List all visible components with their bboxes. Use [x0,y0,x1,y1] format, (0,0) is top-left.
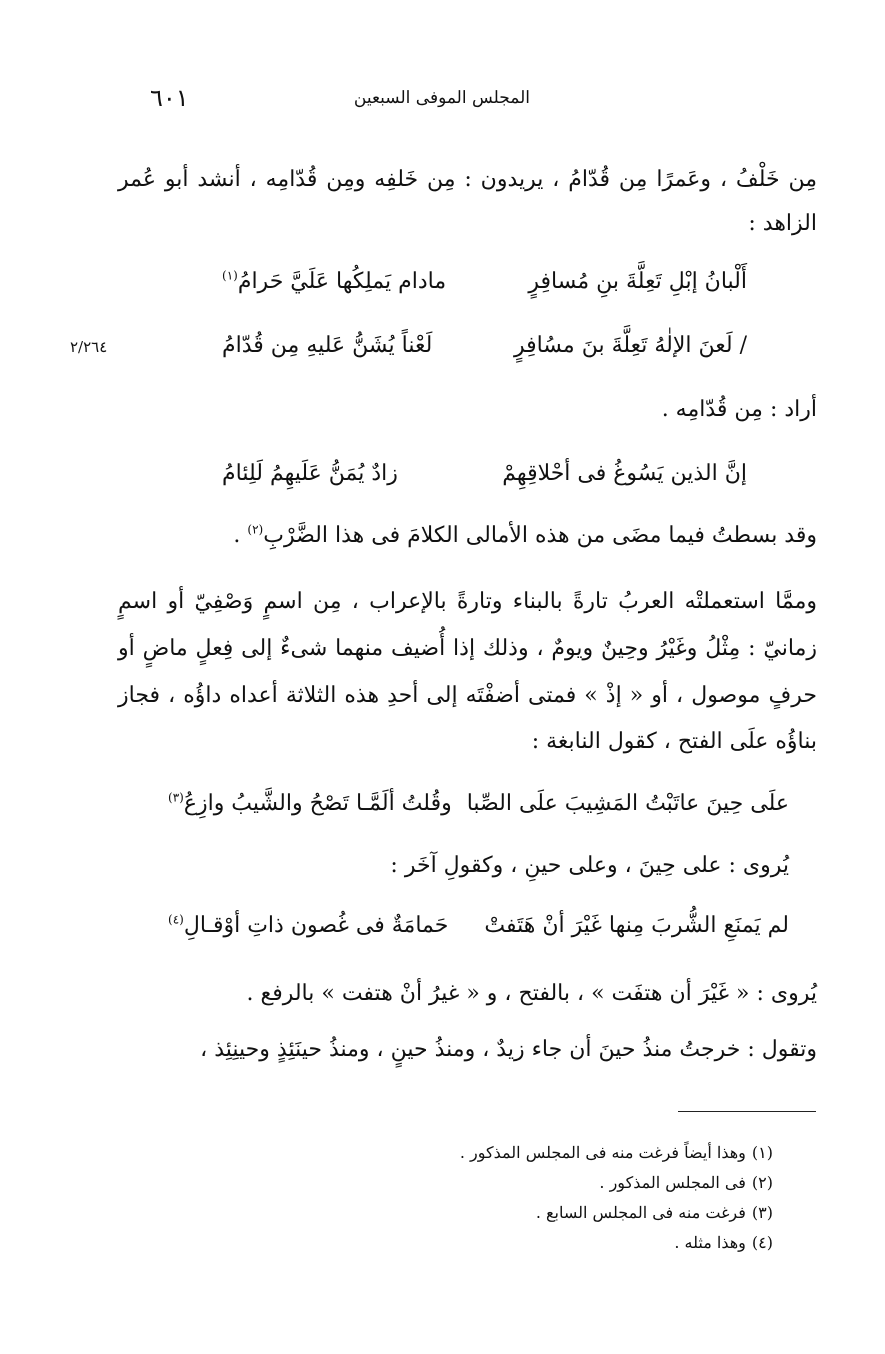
text-segment: . [233,523,248,548]
verse-hemistich-second: زادٌ يُمَنُّ عَلَيهِمُ لَلِئامُ [222,461,398,486]
text-segment: وقد بسطتُ فيما مضَى من هذه الأمالى الكلامَ فى هذا الضَّرْبِ [263,523,817,548]
verse-hemistich-first: / لَعنَ الإلٰهُ تَعِلَّةَ بنَ مسُافِرٍ [513,333,747,358]
verse-text: حَمامَةٌ فى غُصون ذاتِ أوْقـالِ [183,913,449,938]
footnote-ref: (٢) [247,522,264,537]
running-title: المجلس الموفى السبعين [353,88,530,108]
text-line: أراد : مِن قُدّامِه . [661,397,817,422]
text-line: يُروى : « غَيْرَ أن هتفَت » ، بالفتح ، و « غيرُ أنْ هتفت » بالرفع . [246,981,817,1006]
text-line: زمانيّ : مِثْلُ وغَيْرُ وحِينٌ ويومٌ ، وذلك إذا أُضيف منهما شىءٌ إلى فِعلٍ ماضٍ أو [118,636,817,661]
verse-hemistich-first: إنَّ الذين يَسُوغُ فى أحْلاقِهِمْ [502,461,747,486]
footnote [599,1170,773,1196]
footnote [674,1230,773,1256]
text-line: يُروى : على حِينَ ، وعلى حينِ ، وكقولِ آخَر : [390,853,789,878]
verse-hemistich-second [168,906,448,946]
footnote-ref: (٤) [168,912,184,927]
footnote-number: (٤) [751,1233,773,1252]
footnote-separator [678,1111,816,1112]
margin-reference: ٢/٢٦٤ [70,338,108,356]
verse-hemistich-second: لَعْناً يُشَنُّ عَليهِ مِن قُدّامُ [222,333,433,358]
footnote-text: فرغت منه فى المجلس السابع . [535,1203,746,1222]
footnote-text: وهذا أيضاً فرغت منه فى المجلس المذكور . [459,1143,746,1162]
text-line: حرفٍ موصول ، أو « إذْ » فمتى أضفْتَه إلى أحدِ هذه الثلاثة أعداه داؤُه ، فجاز [118,683,817,708]
footnote-text: وهذا مثله . [674,1233,746,1252]
verse-hemistich-second [168,784,452,824]
footnote-number: (١) [751,1143,773,1162]
page-number: ٦٠١ [150,84,189,112]
footnote-number: (٣) [751,1203,773,1222]
footnote-number: (٢) [751,1173,773,1192]
footnote [460,1140,773,1166]
page-header [150,84,530,124]
footnote-text: فى المجلس المذكور . [599,1173,746,1192]
text-line: وممَّا استعملتْه العربُ تارةً بالبناء وتارةً بالإعراب ، مِن اسمٍ وَصْفِيّ أو اسمٍ [118,589,817,614]
footnote [536,1200,773,1226]
text-line: مِن خَلْفُ ، وعَمرًا مِن قُدّامُ ، يريدون : مِن خَلفِه ومِن قُدّامِه ، أنشد أبو عُمر [118,167,817,192]
verse-hemistich-first: لم يَمنَعِ الشُّربَ مِنها غَيْرَ أنْ هَتَفتْ [484,913,789,938]
verse-hemistich-first: أَلْبانُ إبْلِ تَعِلَّةَ بنِ مُسافِرٍ [528,269,747,294]
footnote-ref: (١) [222,268,238,283]
verse-hemistich-second [222,262,446,302]
footnote-ref: (٣) [168,790,184,805]
verse-text: مادام يَملِكُها عَلَيَّ حَرامُ [237,269,447,294]
text-line: وتقول : خرجتُ منذُ حينَ أن جاء زيدٌ ، ومنذُ حينٍ ، ومنذُ حينَئِذٍ وحينِئِذ ، [200,1037,817,1062]
verse-text: وقُلتُ ألَمَّـا تَصْحُ والشَّيبُ وازِعُ [183,791,452,816]
text-line: بناؤُه علَى الفتح ، كقول النابغة : [531,729,817,754]
verse-hemistich-first: علَى حِينَ عاتَبْتُ المَشِيبَ علَى الصِّبا [466,791,789,816]
text-line [118,516,817,556]
text-line: الزاهد : [748,211,817,236]
